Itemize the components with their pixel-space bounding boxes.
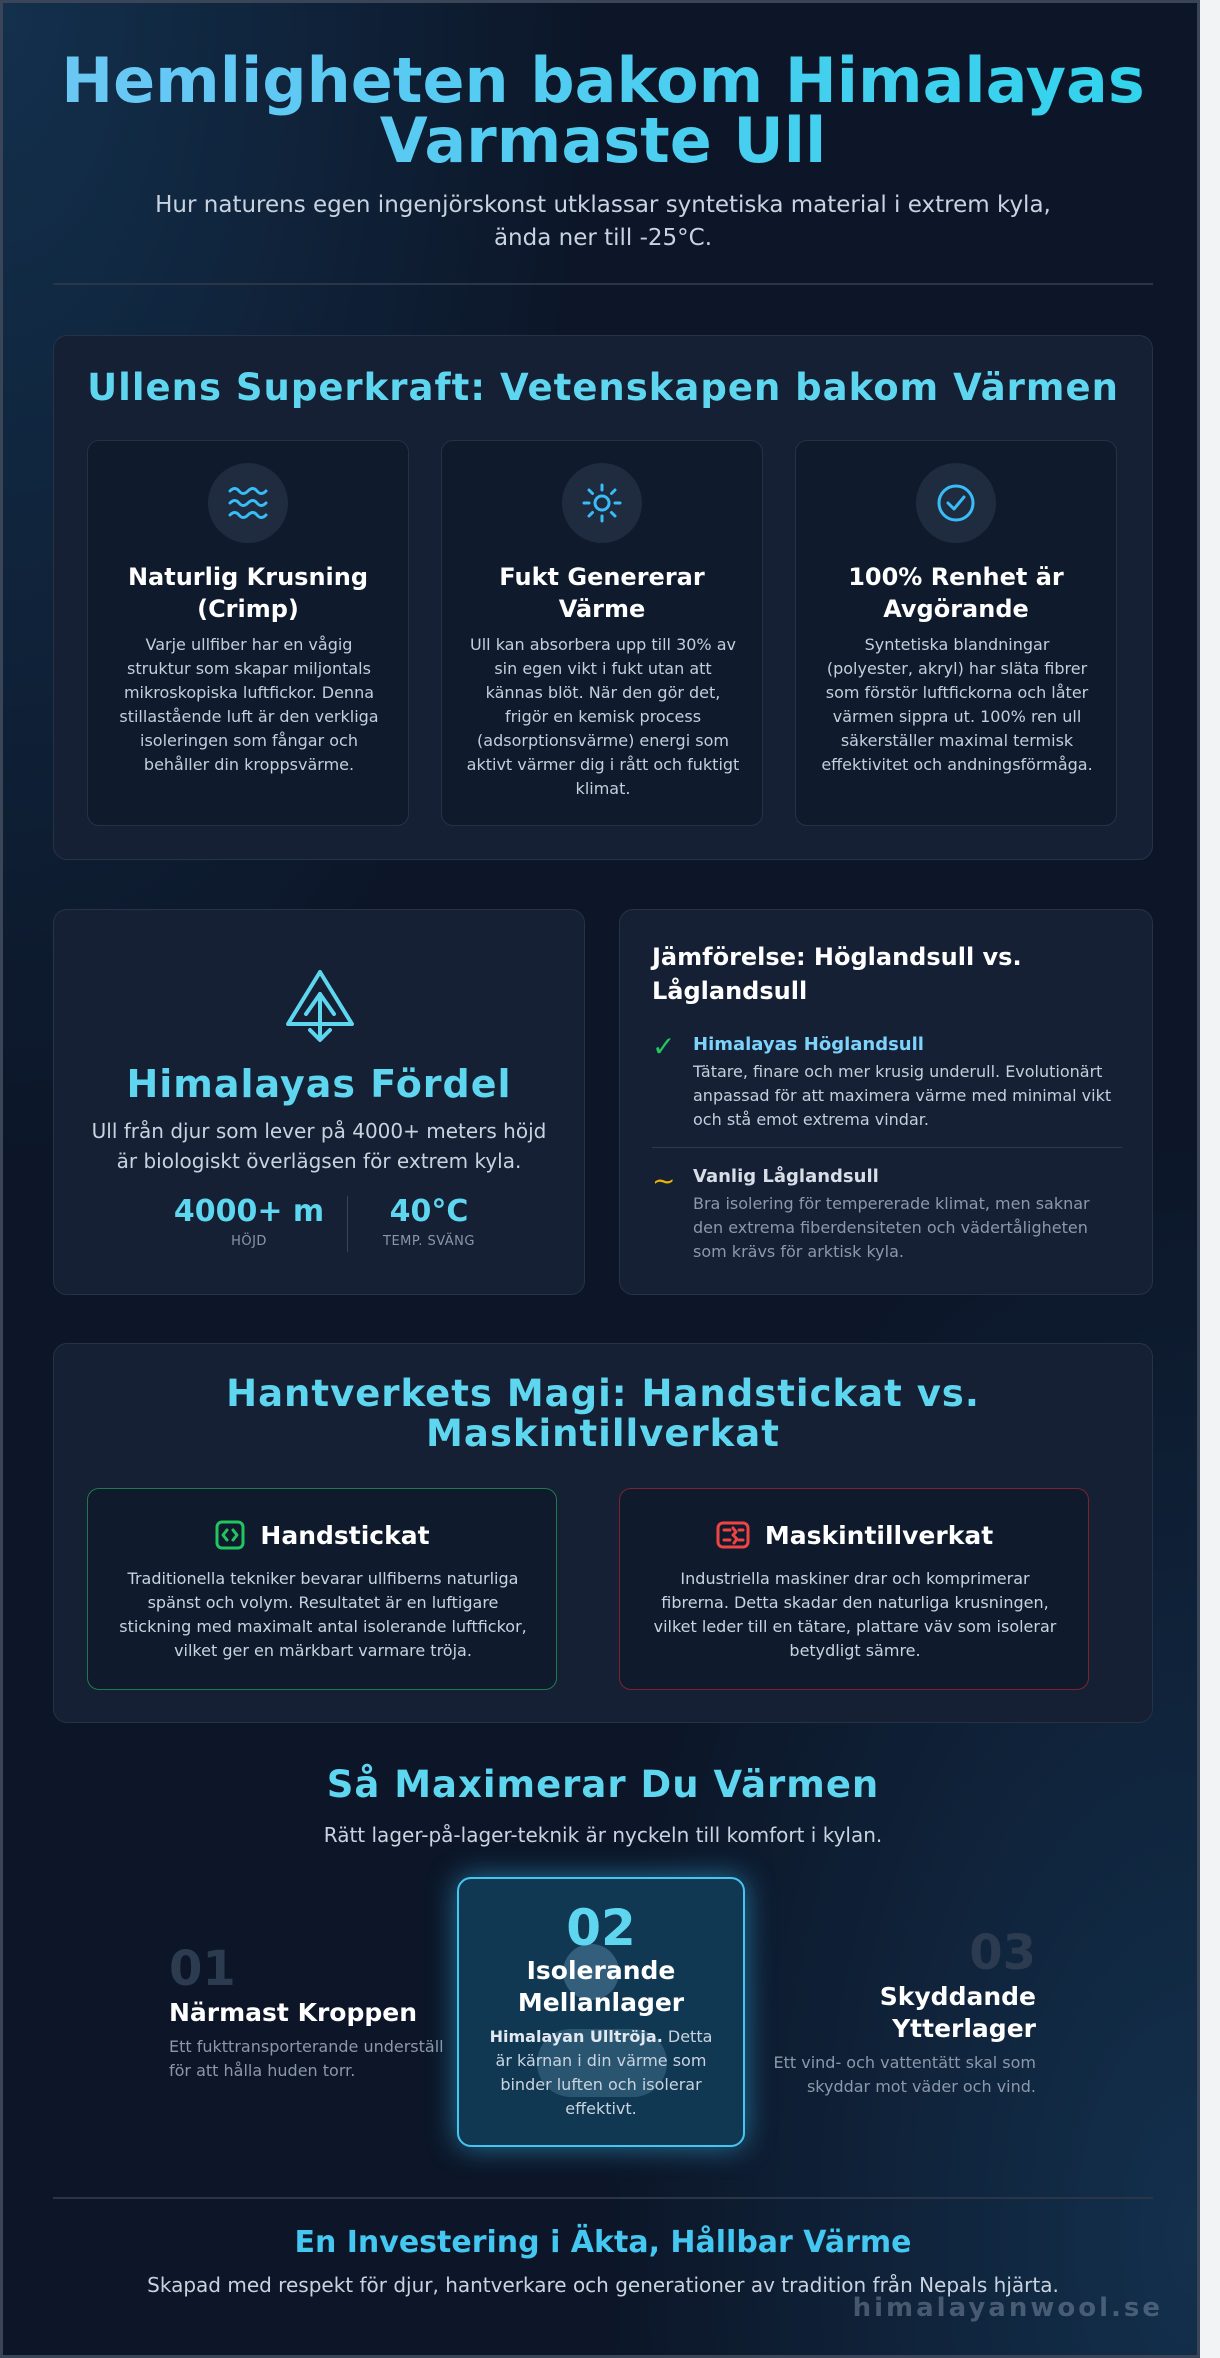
card-title: Naturlig Krusning (Crimp)	[127, 563, 369, 623]
card-text: Varje ullfiber har en vågig struktur som skapar miljontals mikroskopiska luftfickor. Denna stillastående luft är den verkliga isoleringen som fångar och behåller din kroppsvärme.	[119, 635, 379, 774]
waves-icon	[208, 463, 288, 543]
layer-card-highlighted	[457, 1877, 745, 2147]
layering-subheading: Rätt lager-på-lager-teknik är nyckeln till komfort i kylan.	[323, 1823, 883, 1847]
layer-text: Ett fukttransporterande underställ för att hålla huden torr.	[169, 2037, 444, 2080]
layer-title: Skyddande Ytterlager	[879, 1982, 1036, 2043]
comparison-item-heading: Himalayas Höglandsull	[693, 1034, 924, 1055]
comparison-item-text: Tätare, finare och mer krusig underull. Evolutionärt anpassad för att maximera värme med minimal vikt och stå emot extrema vindar.	[693, 1062, 1112, 1129]
layering-heading: Så Maximerar Du Värmen	[326, 1763, 880, 1806]
craft-panel	[53, 1343, 1153, 1723]
advantage-text: Ull från djur som lever på 4000+ meters höjd är biologiskt överlägsen för extrem kyla.	[91, 1119, 547, 1173]
stat-temp-value: 40°C	[389, 1194, 469, 1229]
page-title: Hemligheten bakom Himalayas Varmaste Ull	[3, 51, 1200, 171]
layer-number: 02	[566, 1899, 636, 1957]
machine-icon	[715, 1519, 751, 1551]
layer-number: 01	[169, 1941, 236, 1997]
machine-title: Maskintillverkat	[764, 1520, 994, 1550]
stat-temp-label: TEMP. SVÄNG	[383, 1234, 475, 1249]
footer-text: Skapad med respekt för djur, hantverkare och generationer av tradition från Nepals hjärta.	[147, 2273, 1059, 2297]
advantage-title: Himalayas Fördel	[126, 1062, 512, 1106]
tilde-mark-icon: ~	[652, 1164, 676, 1197]
layer-title: Närmast Kroppen	[169, 1998, 417, 2027]
comparison-divider	[652, 1147, 1122, 1148]
card-title: Fukt Genererar Värme	[499, 563, 705, 623]
footer-title: En Investering i Äkta, Hållbar Värme	[294, 2225, 912, 2260]
brand-watermark: himalayanwool.se	[852, 2293, 1163, 2323]
handknit-card	[87, 1488, 557, 1690]
comparison-item-text: Bra isolering för tempererade klimat, men saknar den extrema fiberdensiteten och vädertåligheten som krävs för arktisk kyla.	[693, 1194, 1090, 1261]
machine-card	[619, 1488, 1089, 1690]
check-circle-icon	[916, 463, 996, 543]
science-panel	[53, 335, 1153, 860]
sun-icon	[562, 463, 642, 543]
advantage-panel	[53, 909, 585, 1295]
check-mark-icon: ✓	[652, 1030, 676, 1063]
stat-altitude-value: 4000+ m	[173, 1194, 325, 1229]
science-card-moisture	[441, 440, 763, 826]
layer-text: Ett vind- och vattentätt skal som skyddar mot väder och vind.	[773, 2053, 1036, 2096]
divider	[53, 2197, 1153, 2199]
code-brackets-icon	[214, 1519, 246, 1551]
stat-altitude-label: HÖJD	[231, 1234, 267, 1249]
handknit-title: Handstickat	[260, 1520, 430, 1550]
card-title: 100% Renhet är Avgörande	[848, 563, 1064, 623]
page-subtitle: Hur naturens egen ingenjörskonst utklassar syntetiska material i extrem kyla, ända ner till -25°C.	[155, 192, 1051, 251]
mountain-arrow-icon	[282, 966, 358, 1050]
science-card-purity	[795, 440, 1117, 826]
layer-title: Isolerande Mellanlager	[517, 1956, 685, 2017]
layer-text: Himalayan Ulltröja. Detta är kärnan i din värme som binder luften och isolerar effektivt.	[489, 2027, 713, 2118]
science-heading: Ullens Superkraft: Vetenskapen bakom Värmen	[87, 366, 1119, 409]
machine-text: Industriella maskiner drar och komprimerar fibrerna. Detta skadar den naturliga krusningen, vilket leder till en tätare, plattare väv som isolerar betydligt sämre.	[653, 1569, 1057, 1660]
comparison-panel	[619, 909, 1153, 1295]
comparison-item-heading: Vanlig Låglandsull	[693, 1166, 879, 1187]
stat-divider	[347, 1196, 348, 1252]
handknit-text: Traditionella tekniker bevarar ullfiberns naturliga spänst och volym. Resultatet är en luftigare stickning med maximalt antal isolerande luftfickor, vilket ger en märkbart varmare tröja.	[119, 1569, 527, 1660]
layer-number: 03	[969, 1925, 1036, 1981]
comparison-title: Jämförelse: Höglandsull vs. Låglandsull	[652, 943, 1022, 1005]
card-text: Ull kan absorbera upp till 30% av sin egen vikt i fukt utan att kännas blöt. När den gör det, frigör en kemisk process (adsorptionsvärme) energi som aktivt värmer dig i rått och fuktigt klimat.	[466, 635, 740, 798]
card-text: Syntetiska blandningar (polyester, akryl) har släta fibrer som förstör luftfickorna och låter värmen sippra ut. 100% ren ull säkerställer maximal termisk effektivitet och andningsförmåga.	[821, 635, 1093, 774]
divider	[53, 283, 1153, 285]
craft-heading: Hantverkets Magi: Handstickat vs. Maskintillverkat	[226, 1372, 980, 1455]
science-card-crimp	[87, 440, 409, 826]
